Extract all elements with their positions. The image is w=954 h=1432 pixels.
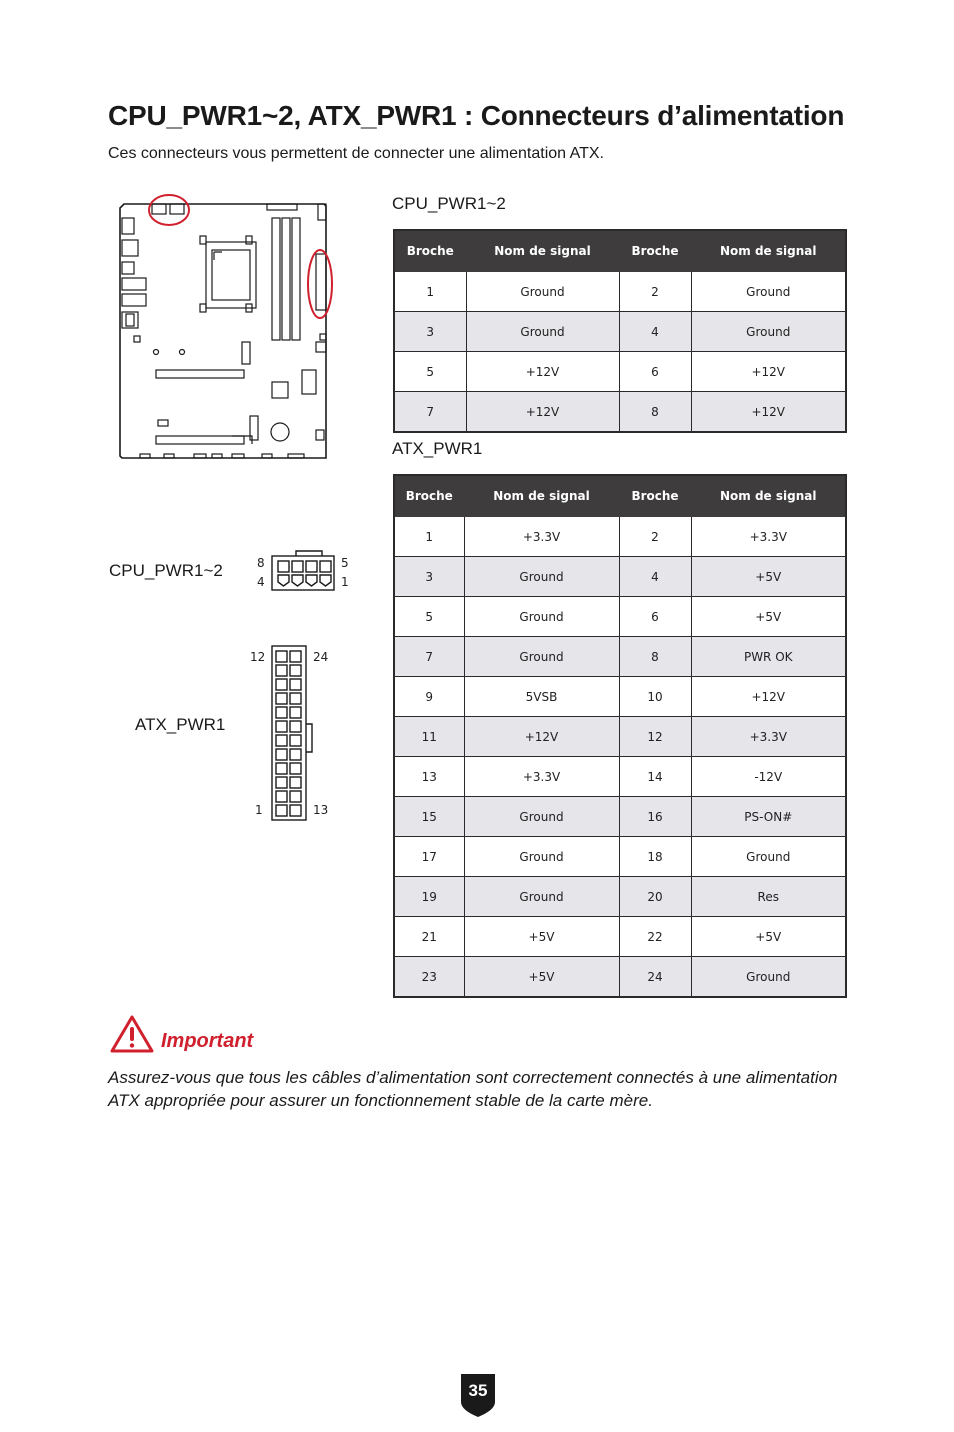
atx-pin <box>276 777 287 788</box>
atx-pin <box>290 763 301 774</box>
signal-name-cell: Ground <box>464 637 619 677</box>
pin-number-cell: 4 <box>619 312 691 352</box>
important-label: Important <box>161 1030 254 1052</box>
atx-pin <box>290 749 301 760</box>
atx-pin <box>276 707 287 718</box>
header-broche: Broche <box>619 475 691 517</box>
atx-pin <box>276 679 287 690</box>
header-broche: Broche <box>394 230 466 272</box>
pin-number-cell: 3 <box>394 312 466 352</box>
header-broche: Broche <box>619 230 691 272</box>
pin-number-cell: 21 <box>394 917 464 957</box>
signal-name-cell: Ground <box>691 837 846 877</box>
cpu-pin-label-4: 4 <box>257 575 265 589</box>
cpu-pin-table <box>393 229 847 433</box>
signal-name-cell: +3.3V <box>464 517 619 557</box>
signal-name-cell: -12V <box>691 757 846 797</box>
signal-name-cell: +12V <box>691 352 846 392</box>
signal-name-cell: Ground <box>691 272 846 312</box>
atx-pwr-highlight <box>308 250 332 318</box>
signal-name-cell: +5V <box>691 597 846 637</box>
pin-number-cell: 7 <box>394 392 466 433</box>
atx-pin <box>276 791 287 802</box>
table-row <box>394 352 846 392</box>
signal-name-cell: +5V <box>464 957 619 998</box>
pin-number-cell: 18 <box>619 837 691 877</box>
pin-number-cell: 2 <box>619 272 691 312</box>
signal-name-cell: +3.3V <box>691 517 846 557</box>
signal-name-cell: +12V <box>466 392 619 433</box>
atx-pwr-connector-drawing <box>270 644 316 822</box>
atx-pin <box>276 693 287 704</box>
header-nom-de-signal: Nom de signal <box>691 230 846 272</box>
header-nom-de-signal: Nom de signal <box>691 475 846 517</box>
header-nom-de-signal: Nom de signal <box>464 475 619 517</box>
pin-number-cell: 8 <box>619 392 691 433</box>
atx-table-label: ATX_PWR1 <box>392 439 483 458</box>
signal-name-cell: +3.3V <box>464 757 619 797</box>
pin-number-cell: 6 <box>619 352 691 392</box>
table-row <box>394 877 846 917</box>
table-row <box>394 597 846 637</box>
signal-name-cell: +5V <box>691 557 846 597</box>
atx-pin <box>290 651 301 662</box>
motherboard-diagram <box>112 192 334 464</box>
table-row <box>394 757 846 797</box>
pin-number-cell: 4 <box>619 557 691 597</box>
page-title: CPU_PWR1~2, ATX_PWR1 : Connecteurs d’alimentation <box>108 100 845 131</box>
table-row <box>394 517 846 557</box>
pin-number-cell: 20 <box>619 877 691 917</box>
table-row <box>394 557 846 597</box>
signal-name-cell: Ground <box>464 557 619 597</box>
table-header-row <box>394 230 846 272</box>
signal-name-cell: PS-ON# <box>691 797 846 837</box>
table-row <box>394 797 846 837</box>
atx-pin <box>276 665 287 676</box>
signal-name-cell: +5V <box>464 917 619 957</box>
table-row <box>394 917 846 957</box>
pin-number-cell: 15 <box>394 797 464 837</box>
signal-name-cell: Ground <box>691 957 846 998</box>
atx-pin <box>290 693 301 704</box>
cpu-pwr-connector-drawing <box>270 548 336 592</box>
pin-number-cell: 14 <box>619 757 691 797</box>
pin-number-cell: 12 <box>619 717 691 757</box>
cpu-table-body <box>394 272 846 433</box>
pin-number-cell: 11 <box>394 717 464 757</box>
page-number: 35 <box>468 1381 488 1400</box>
warning-icon <box>109 1014 155 1054</box>
page-subtitle: Ces connecteurs vous permettent de connecter une alimentation ATX. <box>108 145 604 162</box>
cpu-pwr-highlight <box>149 195 189 225</box>
signal-name-cell: Ground <box>464 877 619 917</box>
pin-number-cell: 23 <box>394 957 464 998</box>
table-row <box>394 312 846 352</box>
table-header-row <box>394 475 846 517</box>
pin-number-cell: 1 <box>394 517 464 557</box>
atx-connector-label: ATX_PWR1 <box>135 715 226 734</box>
pin-number-cell: 10 <box>619 677 691 717</box>
important-text: Assurez-vous que tous les câbles d’alimentation sont correctement connectés à une alimentation ATX appropriée pour assurer un fonctionnement stable de la carte mère. <box>108 1068 838 1110</box>
table-row <box>394 272 846 312</box>
atx-pin <box>290 777 301 788</box>
atx-pin <box>276 721 287 732</box>
pin-number-cell: 16 <box>619 797 691 837</box>
table-row <box>394 392 846 433</box>
atx-pin <box>290 707 301 718</box>
pin-number-cell: 2 <box>619 517 691 557</box>
header-broche: Broche <box>394 475 464 517</box>
atx-pin <box>290 735 301 746</box>
pin-number-cell: 22 <box>619 917 691 957</box>
atx-pin-label-1: 1 <box>255 803 263 817</box>
cpu-pin-label-1: 1 <box>341 575 349 589</box>
signal-name-cell: +3.3V <box>691 717 846 757</box>
pin-number-cell: 13 <box>394 757 464 797</box>
pin-number-cell: 6 <box>619 597 691 637</box>
header-nom-de-signal: Nom de signal <box>466 230 619 272</box>
signal-name-cell: Ground <box>464 797 619 837</box>
pin-number-cell: 1 <box>394 272 466 312</box>
atx-pin <box>290 679 301 690</box>
atx-pin <box>276 805 287 816</box>
pin-number-cell: 24 <box>619 957 691 998</box>
signal-name-cell: Ground <box>691 312 846 352</box>
pin-number-cell: 9 <box>394 677 464 717</box>
signal-name-cell: Ground <box>466 312 619 352</box>
signal-name-cell: +12V <box>464 717 619 757</box>
signal-name-cell: Ground <box>464 597 619 637</box>
atx-pin <box>290 665 301 676</box>
signal-name-cell: +12V <box>691 392 846 433</box>
atx-table-body <box>394 517 846 998</box>
signal-name-cell: Res <box>691 877 846 917</box>
atx-pin <box>276 749 287 760</box>
signal-name-cell: +12V <box>466 352 619 392</box>
signal-name-cell: PWR OK <box>691 637 846 677</box>
cpu-table-label: CPU_PWR1~2 <box>392 194 506 213</box>
signal-name-cell: Ground <box>464 837 619 877</box>
atx-pin <box>290 805 301 816</box>
table-row <box>394 837 846 877</box>
cpu-pin-label-8: 8 <box>257 556 265 570</box>
table-row <box>394 717 846 757</box>
atx-pin <box>276 651 287 662</box>
pin-number-cell: 5 <box>394 597 464 637</box>
cpu-connector-label: CPU_PWR1~2 <box>109 561 223 580</box>
signal-name-cell: 5VSB <box>464 677 619 717</box>
signal-name-cell: Ground <box>466 272 619 312</box>
pin-number-cell: 8 <box>619 637 691 677</box>
pin-number-cell: 3 <box>394 557 464 597</box>
pin-number-cell: 19 <box>394 877 464 917</box>
atx-pin <box>290 791 301 802</box>
atx-pin-table <box>393 474 847 998</box>
pin-number-cell: 17 <box>394 837 464 877</box>
table-row <box>394 957 846 998</box>
atx-pin <box>276 763 287 774</box>
signal-name-cell: +5V <box>691 917 846 957</box>
atx-pin-label-12: 12 <box>250 650 266 664</box>
signal-name-cell: +12V <box>691 677 846 717</box>
atx-pin-label-13: 13 <box>313 803 329 817</box>
table-row <box>394 637 846 677</box>
cpu-pin-label-5: 5 <box>341 556 349 570</box>
pin-number-cell: 5 <box>394 352 466 392</box>
atx-pin-label-24: 24 <box>313 650 329 664</box>
atx-pin <box>276 735 287 746</box>
pin-number-cell: 7 <box>394 637 464 677</box>
table-row <box>394 677 846 717</box>
atx-pin <box>290 721 301 732</box>
